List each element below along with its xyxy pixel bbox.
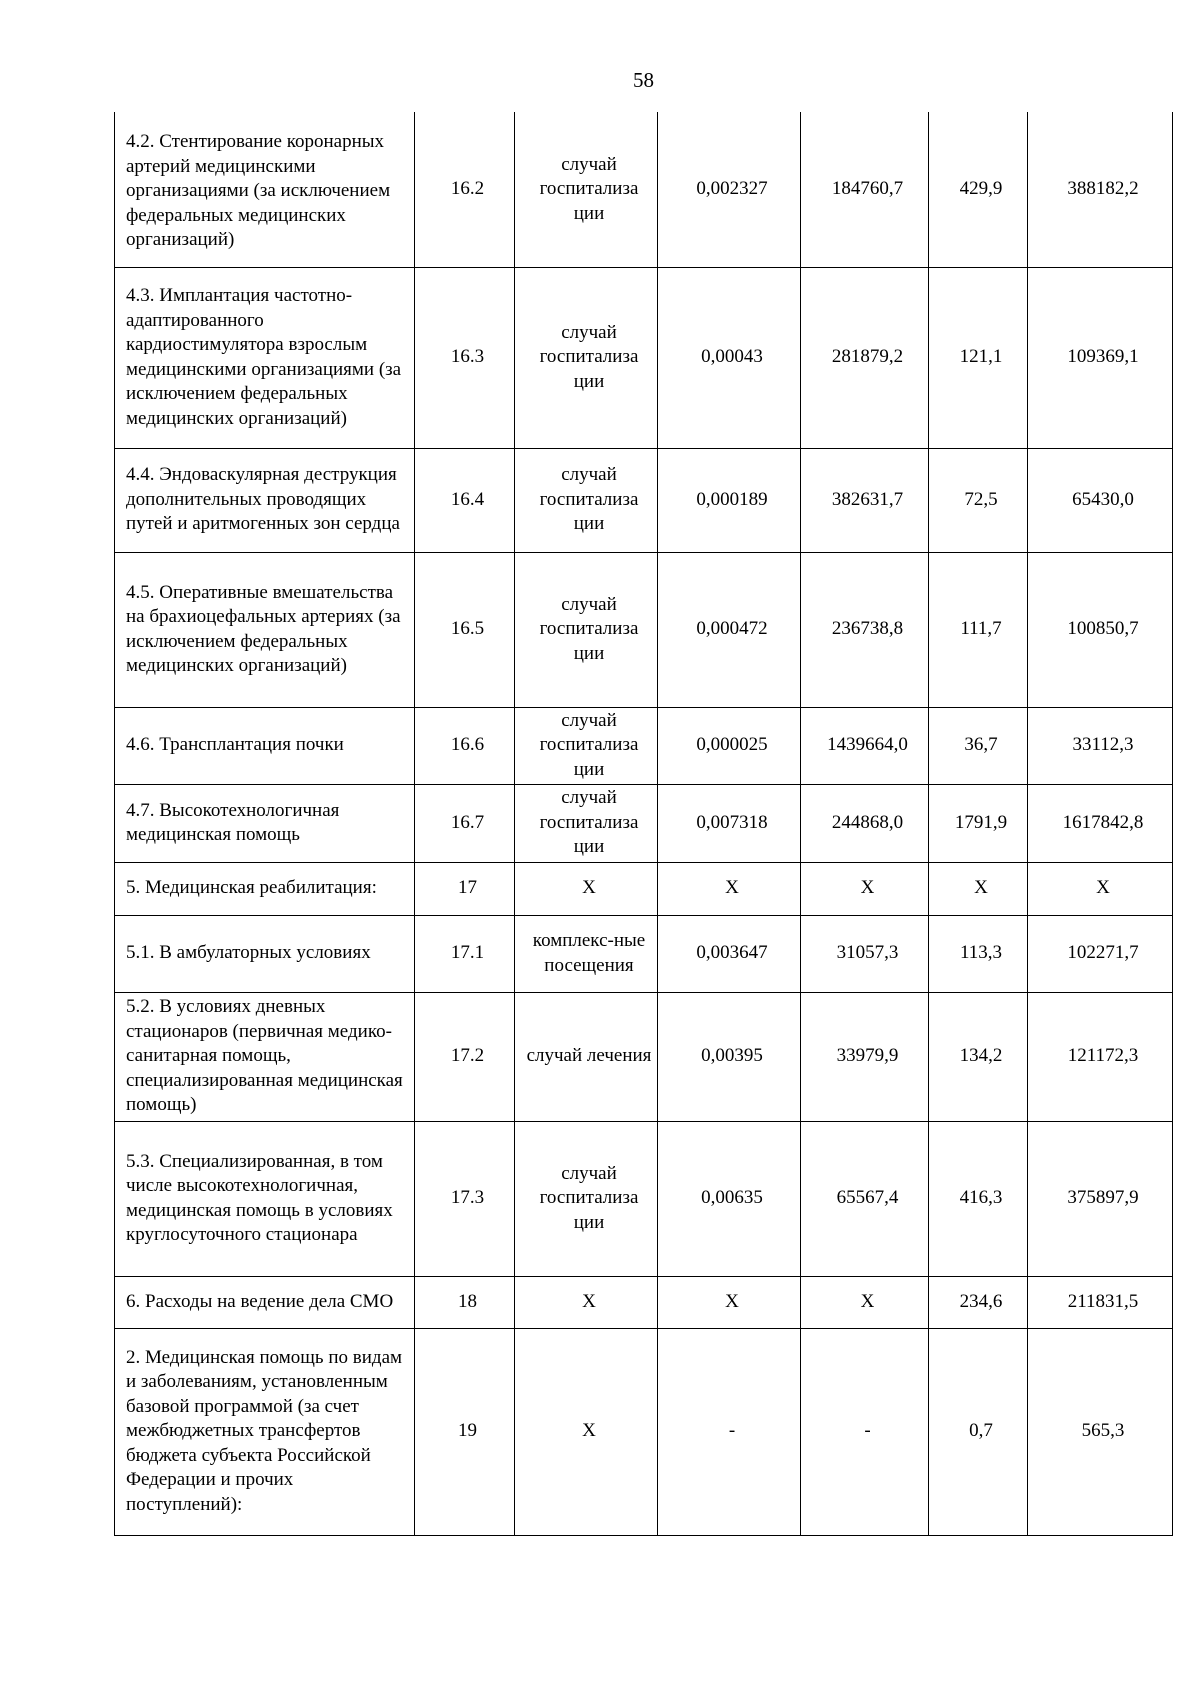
row-value-7: 565,3 <box>1028 1328 1173 1535</box>
row-value-5: - <box>801 1328 929 1535</box>
row-name: 4.6. Трансплантация почки <box>115 707 415 784</box>
row-code: 16.7 <box>415 784 515 862</box>
row-value-5: 236738,8 <box>801 552 929 707</box>
row-value-7: 121172,3 <box>1028 992 1173 1121</box>
table-row <box>115 1276 1173 1328</box>
row-value-4: 0,00043 <box>658 267 801 448</box>
row-value-6: 36,7 <box>929 707 1028 784</box>
row-code: 17.3 <box>415 1121 515 1276</box>
row-name: 5.1. В амбулаторных условиях <box>115 915 415 992</box>
data-table <box>114 112 1173 1536</box>
table-body <box>115 112 1173 1535</box>
row-name: 4.7. Высокотехнологичная медицинская помощь <box>115 784 415 862</box>
row-name: 5. Медицинская реабилитация: <box>115 862 415 915</box>
row-value-4: Х <box>658 1276 801 1328</box>
row-value-4: - <box>658 1328 801 1535</box>
row-name: 5.2. В условиях дневных стационаров (первичная медико-санитарная помощь, специализированная медицинская помощь) <box>115 992 415 1121</box>
row-value-5: Х <box>801 1276 929 1328</box>
row-value-5: 65567,4 <box>801 1121 929 1276</box>
row-value-6: 429,9 <box>929 112 1028 267</box>
row-value-7: 211831,5 <box>1028 1276 1173 1328</box>
row-unit: случай лечения <box>515 992 658 1121</box>
page-number: 58 <box>633 68 654 92</box>
table-row <box>115 1121 1173 1276</box>
row-value-5: 184760,7 <box>801 112 929 267</box>
table-row <box>115 862 1173 915</box>
row-value-4: 0,007318 <box>658 784 801 862</box>
row-name: 4.4. Эндоваскулярная деструкция дополнительных проводящих путей и аритмогенных зон сердца <box>115 448 415 552</box>
row-value-4: 0,000472 <box>658 552 801 707</box>
row-value-6: 0,7 <box>929 1328 1028 1535</box>
row-value-4: 0,000025 <box>658 707 801 784</box>
row-value-5: 281879,2 <box>801 267 929 448</box>
row-code: 17.1 <box>415 915 515 992</box>
table-row <box>115 448 1173 552</box>
row-value-4: Х <box>658 862 801 915</box>
row-value-4: 0,002327 <box>658 112 801 267</box>
row-name: 6. Расходы на ведение дела СМО <box>115 1276 415 1328</box>
row-unit: случай госпитализа ции <box>515 707 658 784</box>
row-code: 16.5 <box>415 552 515 707</box>
row-value-7: 388182,2 <box>1028 112 1173 267</box>
row-code: 17 <box>415 862 515 915</box>
row-value-6: 416,3 <box>929 1121 1028 1276</box>
row-value-6: Х <box>929 862 1028 915</box>
row-value-4: 0,003647 <box>658 915 801 992</box>
row-code: 19 <box>415 1328 515 1535</box>
row-value-7: 102271,7 <box>1028 915 1173 992</box>
row-value-5: 31057,3 <box>801 915 929 992</box>
row-unit: Х <box>515 1328 658 1535</box>
row-value-7: 100850,7 <box>1028 552 1173 707</box>
row-value-7: 1617842,8 <box>1028 784 1173 862</box>
row-code: 18 <box>415 1276 515 1328</box>
row-value-7: 375897,9 <box>1028 1121 1173 1276</box>
row-value-6: 72,5 <box>929 448 1028 552</box>
row-value-5: Х <box>801 862 929 915</box>
row-value-4: 0,00395 <box>658 992 801 1121</box>
row-unit: случай госпитализа ции <box>515 112 658 267</box>
row-value-7: 65430,0 <box>1028 448 1173 552</box>
row-unit: Х <box>515 862 658 915</box>
row-value-6: 234,6 <box>929 1276 1028 1328</box>
row-value-5: 33979,9 <box>801 992 929 1121</box>
row-value-4: 0,00635 <box>658 1121 801 1276</box>
row-value-6: 121,1 <box>929 267 1028 448</box>
row-code: 16.6 <box>415 707 515 784</box>
row-value-7: Х <box>1028 862 1173 915</box>
row-code: 17.2 <box>415 992 515 1121</box>
table-row <box>115 707 1173 784</box>
row-value-6: 1791,9 <box>929 784 1028 862</box>
row-name: 4.2. Стентирование коронарных артерий медицинскими организациями (за исключением федеральных медицинских организаций) <box>115 112 415 267</box>
row-code: 16.3 <box>415 267 515 448</box>
table-row <box>115 1328 1173 1535</box>
table-row <box>115 552 1173 707</box>
table-row <box>115 992 1173 1121</box>
row-value-7: 33112,3 <box>1028 707 1173 784</box>
row-value-7: 109369,1 <box>1028 267 1173 448</box>
row-unit: случай госпитализа ции <box>515 1121 658 1276</box>
row-name: 4.5. Оперативные вмешательства на брахиоцефальных артериях (за исключением федеральных медицинских организаций) <box>115 552 415 707</box>
row-unit: случай госпитализа ции <box>515 267 658 448</box>
row-name: 2. Медицинская помощь по видам и заболеваниям, установленным базовой программой (за счет межбюджетных трансфертов бюджета субъекта Российской Федерации и прочих поступлений): <box>115 1328 415 1535</box>
row-unit: случай госпитализа ции <box>515 552 658 707</box>
table-row <box>115 112 1173 267</box>
table-row <box>115 784 1173 862</box>
row-unit: комплекс-ные посещения <box>515 915 658 992</box>
row-unit: случай госпитализа ции <box>515 784 658 862</box>
row-unit: случай госпитализа ции <box>515 448 658 552</box>
row-value-5: 244868,0 <box>801 784 929 862</box>
row-value-5: 1439664,0 <box>801 707 929 784</box>
row-code: 16.4 <box>415 448 515 552</box>
table-row <box>115 267 1173 448</box>
row-value-6: 113,3 <box>929 915 1028 992</box>
table-row <box>115 915 1173 992</box>
row-value-5: 382631,7 <box>801 448 929 552</box>
row-code: 16.2 <box>415 112 515 267</box>
row-name: 5.3. Специализированная, в том числе высокотехнологичная, медицинская помощь в условиях круглосуточного стационара <box>115 1121 415 1276</box>
row-name: 4.3. Имплантация частотно-адаптированного кардиостимулятора взрослым медицинскими организациями (за исключением федеральных медицинских организаций) <box>115 267 415 448</box>
row-value-6: 111,7 <box>929 552 1028 707</box>
row-value-6: 134,2 <box>929 992 1028 1121</box>
row-unit: Х <box>515 1276 658 1328</box>
row-value-4: 0,000189 <box>658 448 801 552</box>
